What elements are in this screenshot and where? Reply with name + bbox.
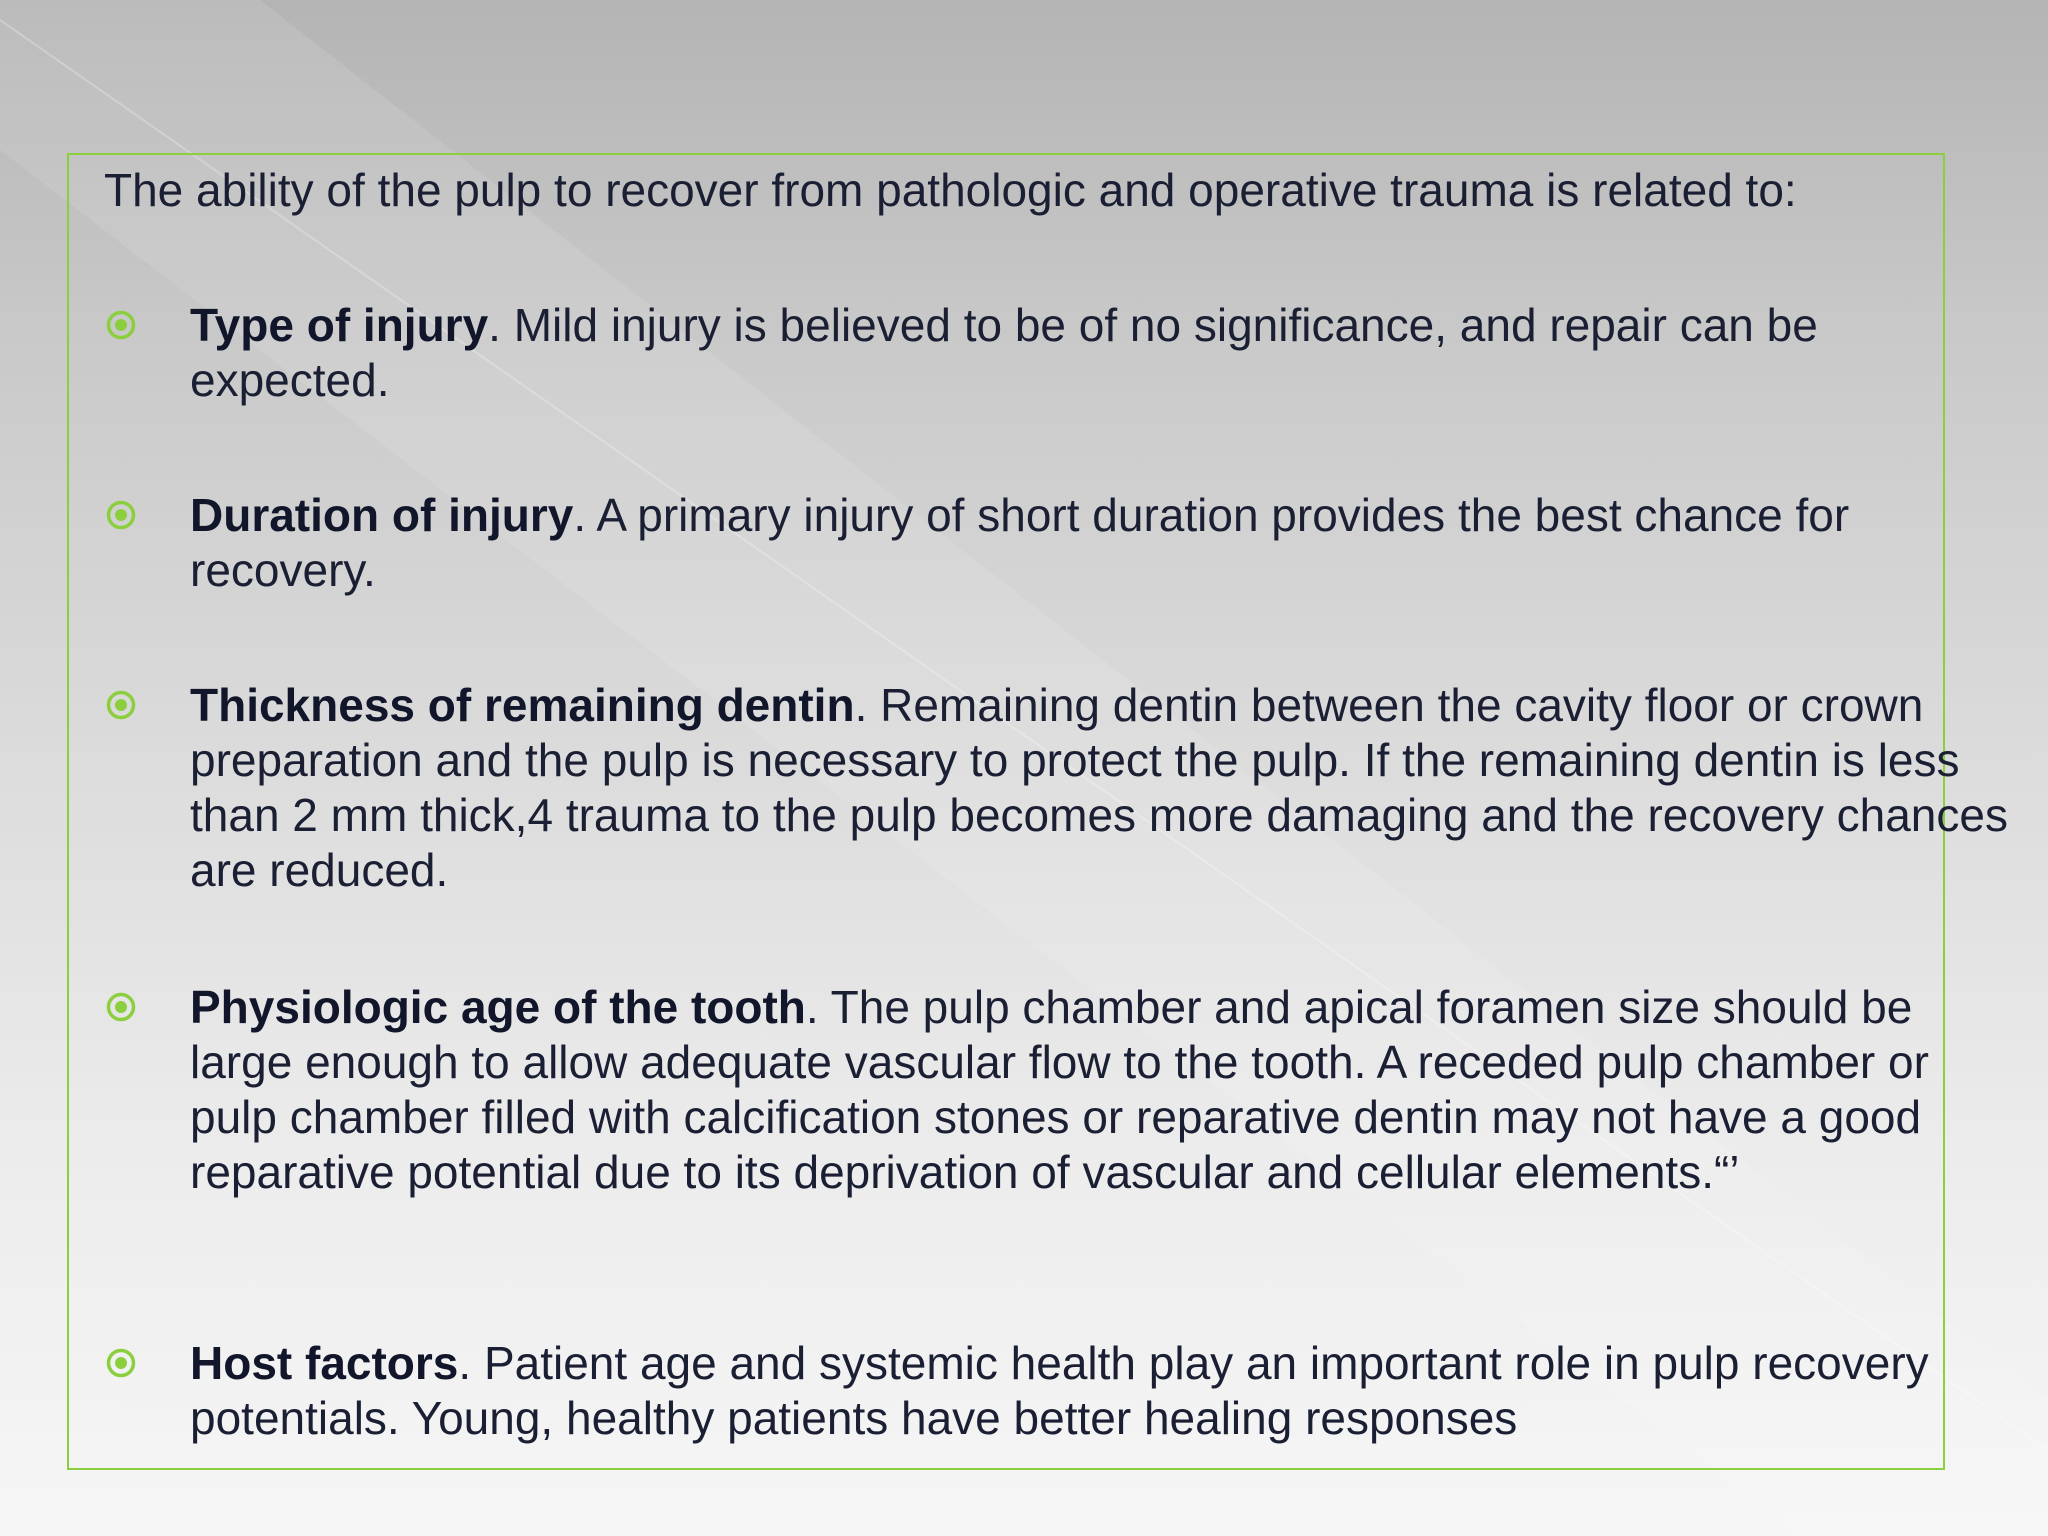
target-bullet-icon: [104, 308, 138, 342]
list-item-title: Host factors: [190, 1337, 459, 1389]
list-item-text: [190, 298, 2010, 408]
list-item-text: [190, 488, 2010, 598]
list-item-body: . Mild injury is believed to be of no significance, and repair can be expected.: [190, 299, 1818, 406]
list-item-body: . A primary injury of short duration provides the best chance for recovery.: [190, 489, 1850, 596]
target-bullet-icon: [104, 498, 138, 532]
target-bullet-icon: [104, 990, 138, 1024]
target-bullet-icon: [104, 1346, 138, 1380]
list-item-title: Physiologic age of the tooth: [190, 981, 806, 1033]
list-item-body: . Remaining dentin between the cavity floor or crown preparation and the pulp is necessary to protect the pulp. If the remaining dentin is less than 2 mm thick,4 trauma to the pulp becomes more damaging and the recovery chances are reduced.: [190, 679, 2008, 896]
list-item-body: . Patient age and systemic health play an important role in pulp recovery potentials. Young, healthy patients have better healing responses: [190, 1337, 1929, 1444]
list-item-title: Type of injury: [190, 299, 489, 351]
intro-text: The ability of the pulp to recover from pathologic and operative trauma is related to:: [104, 164, 1797, 216]
target-bullet-icon: [104, 688, 138, 722]
list-item-title: Thickness of remaining dentin: [190, 679, 855, 731]
list-item-title: Duration of injury: [190, 489, 574, 541]
list-item-text: [190, 980, 2010, 1200]
list-item-text: [190, 678, 2010, 898]
list-item-body: . The pulp chamber and apical foramen size should be large enough to allow adequate vascular flow to the tooth. A receded pulp chamber or pulp chamber filled with calcification stones or reparative dentin may not have a good reparative potential due to its deprivation of vascular and cellular elements.“’: [190, 981, 1929, 1198]
list-item-text: [190, 1336, 2010, 1446]
